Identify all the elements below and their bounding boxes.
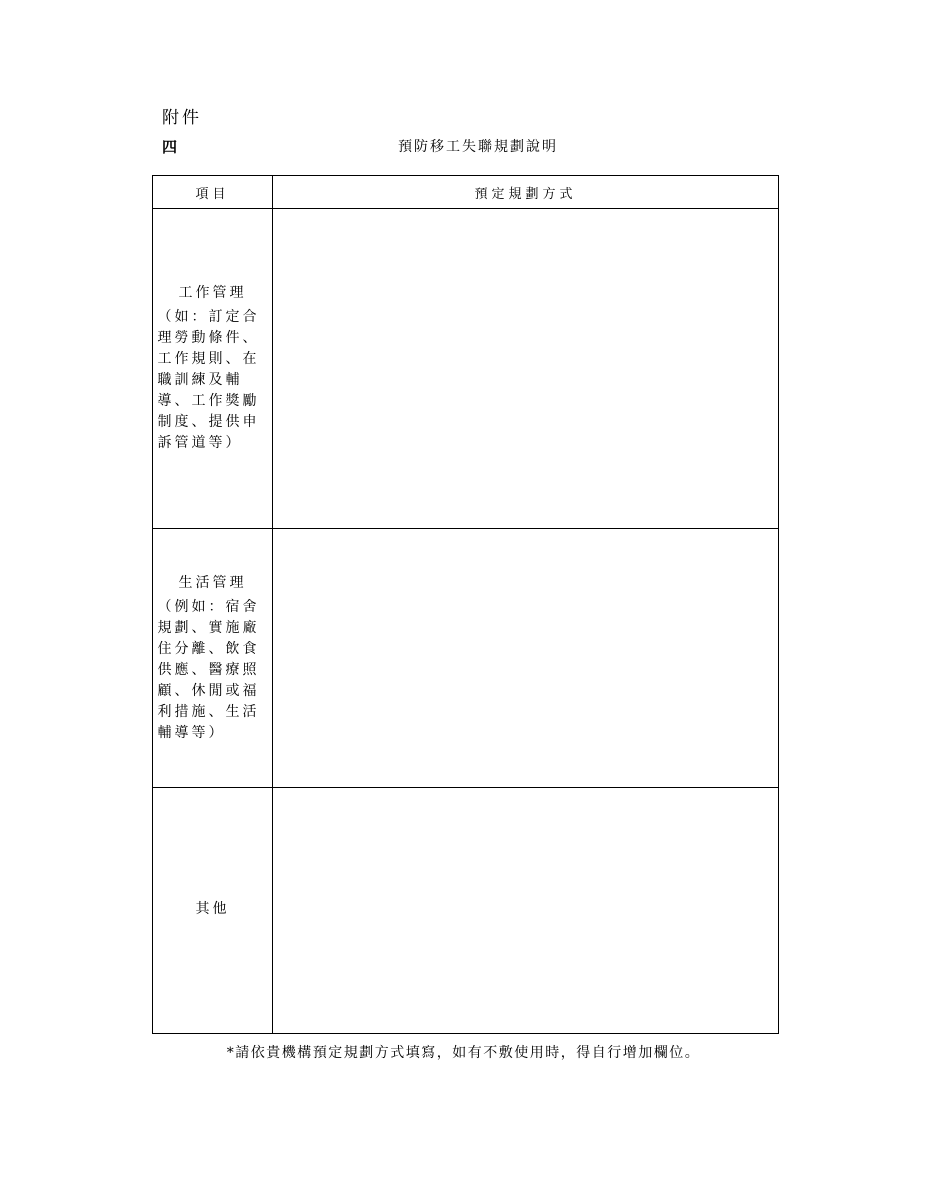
item-description: （如：訂定合理勞動條件、工作規則、在職訓練及輔導、工作獎勵制度、提供申訴管道等） xyxy=(157,309,260,451)
table-header-row xyxy=(153,176,779,209)
item-cell-life-management xyxy=(153,529,273,788)
footnote: *請依貴機構預定規劃方式填寫，如有不敷使用時，得自行增加欄位。 xyxy=(226,1045,701,1061)
item-cell-other xyxy=(153,788,273,1034)
table-row xyxy=(153,209,779,529)
table-row xyxy=(153,788,779,1034)
item-name: 工作管理 xyxy=(178,285,247,301)
planning-table xyxy=(152,175,779,1034)
planned-method-input-life[interactable] xyxy=(273,529,779,788)
item-cell-work-management xyxy=(153,209,273,529)
attachment-label: 附件 xyxy=(162,108,202,128)
attachment-number: 四 xyxy=(162,138,181,156)
item-name: 生活管理 xyxy=(178,574,247,591)
item-description: （例如：宿舍規劃、實施廠住分離、飲食供應、醫療照顧、休閒或福利措施、生活輔導等） xyxy=(157,598,260,741)
item-name: 其他 xyxy=(195,900,230,917)
planned-method-input-other[interactable] xyxy=(273,788,779,1034)
column-header-item: 項目 xyxy=(153,176,273,209)
planned-method-input-work[interactable] xyxy=(273,209,779,529)
document-title: 預防移工失聯規劃說明 xyxy=(398,139,558,155)
table-row xyxy=(153,529,779,788)
column-header-planned-method: 預定規劃方式 xyxy=(273,176,779,209)
